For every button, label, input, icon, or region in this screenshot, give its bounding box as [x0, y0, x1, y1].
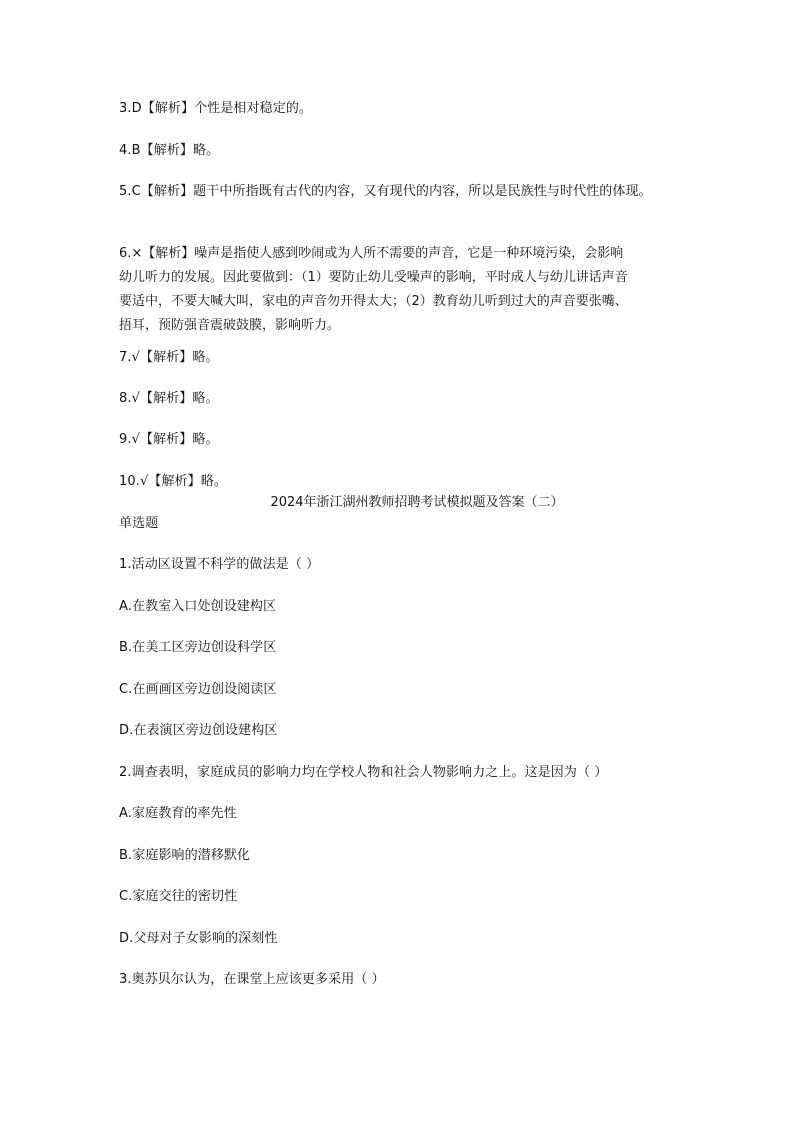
- question-1-option-d: D.在表演区旁边创设建构区: [119, 723, 278, 738]
- answer-6-line: 6.×【解析】噪声是指使人感到吵闹或为人所不需要的声音，它是一种环境污染，会影响: [119, 246, 624, 261]
- question-2-option-d: D.父母对子女影响的深刻性: [119, 931, 278, 946]
- question-1-stem: 1.活动区设置不科学的做法是（ ）: [119, 557, 320, 572]
- question-2-option-a: A.家庭教育的率先性: [119, 806, 237, 821]
- answer-8: 8.√【解析】略。: [119, 391, 219, 406]
- answer-9: 9.√【解析】略。: [119, 432, 219, 447]
- question-1-option-b: B.在美工区旁边创设科学区: [119, 640, 277, 655]
- answer-6-line: 捂耳，预防强音震破鼓膜，影响听力。: [119, 318, 341, 333]
- question-1-option-a: A.在教室入口处创设建构区: [119, 599, 277, 614]
- answer-3: 3.D【解析】个性是相对稳定的。: [119, 101, 313, 116]
- answer-7: 7.√【解析】略。: [119, 350, 219, 365]
- question-1-option-c: C.在画画区旁边创设阅读区: [119, 682, 277, 697]
- answer-6: [119, 242, 679, 338]
- answer-6-line: 要适中，不要大喊大叫，家电的声音勿开得太大；（2）教育幼儿听到过大的声音要张嘴、: [119, 294, 628, 309]
- answer-4: 4.B【解析】略。: [119, 143, 220, 158]
- answer-5: 5.C【解析】题干中所指既有古代的内容，又有现代的内容，所以是民族性与时代性的体现。: [119, 184, 652, 199]
- answer-10: 10.√【解析】略。: [119, 474, 227, 489]
- question-2-option-c: C.家庭交往的密切性: [119, 889, 238, 904]
- section-label: 单选题: [119, 516, 159, 531]
- question-3-stem: 3.奥苏贝尔认为，在课堂上应该更多采用（ ）: [119, 972, 385, 987]
- question-2-option-b: B.家庭影响的潜移默化: [119, 848, 251, 863]
- exam-title: 2024年浙江湖州教师招聘考试模拟题及答案（二）: [270, 495, 564, 510]
- answer-6-line: 幼儿听力的发展。因此要做到：（1）要防止幼儿受噪声的影响，平时成人与幼儿讲话声音: [119, 270, 628, 285]
- question-2-stem: 2.调查表明，家庭成员的影响力均在学校人物和社会人物影响力之上。这是因为（ ）: [119, 765, 608, 780]
